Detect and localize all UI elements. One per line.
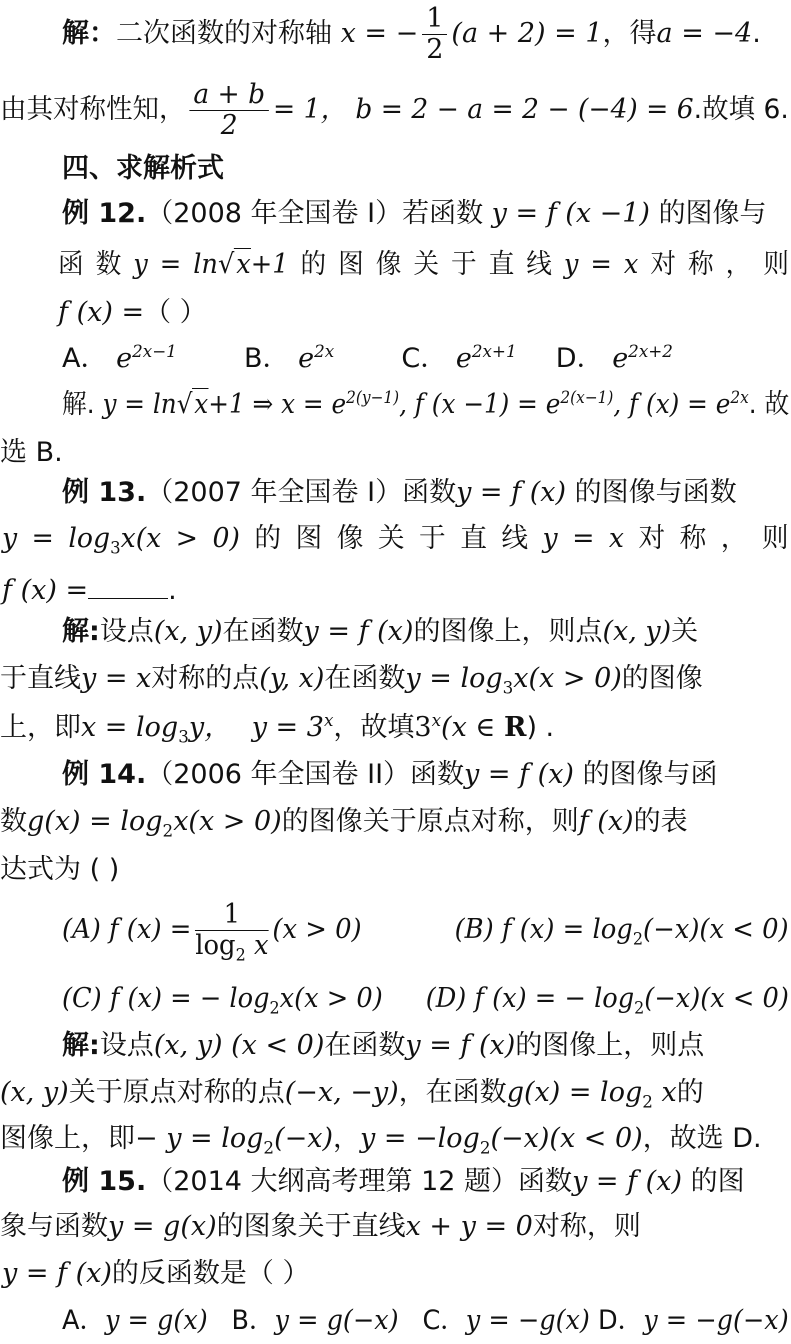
solution-label: 解： <box>62 18 116 49</box>
ex14-line-3: 达式为 ( ) <box>0 854 120 885</box>
option-c: (C) f (x) = − $\log_2x(x > 0)$ <box>62 983 383 1018</box>
option-a: A．y = g(x) <box>62 1305 208 1336</box>
text: .故填 6. <box>693 94 789 125</box>
text: ，得 <box>602 18 657 49</box>
ex13-line-3: f (x) = . <box>2 572 177 608</box>
formula: f (x) = <box>58 297 145 328</box>
ex15-options <box>62 1304 789 1338</box>
ex12-solution-1: 解. y = ln√x+1 ⇒ $x = e^{2(y-1)}$, f $(x -1) = e^{2(x-1)}$, f $(x) = e^{2x}$. 故 <box>62 387 790 420</box>
option-d: D．y = −g(−x) <box>598 1305 789 1336</box>
source: （2008 年全国卷 I）若函数 <box>146 198 484 229</box>
option-d: (D) f (x) = − $\log_2(-x)(x < 0)$ <box>425 983 789 1018</box>
text: 函 数 <box>58 249 122 280</box>
option-b: B． $e^{2x}$ <box>244 341 335 374</box>
ex13-solution-2: 于直线y = x对称的点(y, x)在函数$y = \log_3x(x > 0)$的图像 <box>0 663 703 698</box>
example-label: 例 12. <box>62 198 147 229</box>
ex15-line-2: 象与函数y = g(x)的图象关于直线x + y = 0对称，则 <box>0 1211 641 1242</box>
ex15-line-1: 例 15.（2014 大纲高考理第 12 题）函数y = f (x) 的图 <box>62 1166 745 1197</box>
text: 的 图 像 关 于 直 线 <box>300 249 552 280</box>
line-1 <box>62 4 761 65</box>
example-label: 例 13. <box>62 477 147 508</box>
ex12-options <box>62 342 673 376</box>
ex12-line-2: 函 数 y = ln√x+1 的 图 像 关 于 直 线 y = x 对 称 ， 则 <box>58 249 789 280</box>
option-b: B．y = g(−x) <box>231 1305 399 1336</box>
answer-blank <box>88 572 168 599</box>
ex15-line-3: y = f (x)的反函数是（ ） <box>2 1258 310 1289</box>
formula: y = ln <box>133 249 218 280</box>
fraction: $\frac{1}{\log_2 x}$ <box>195 899 269 965</box>
ex13-solution-3: 上，即$x = \log_3y$， $y = 3^x$，故填3$^x$(x ∈ R) . <box>0 710 555 747</box>
ex14-line-2: 数$g(x) = \log_2x(x > 0)$的图像关于原点对称，则f (x)的表 <box>0 806 688 841</box>
formula: = 1， <box>272 94 347 125</box>
formula: b = 2 − a = 2 − (−4) = 6 <box>355 94 694 125</box>
solution-label: 解: <box>62 616 100 647</box>
option-a: (A) f (x) = $\frac{1}{\log_2 x}$ (x > 0) <box>62 899 362 965</box>
ex14-solution-1: 解:设点(x, y) (x < 0)在函数y = f (x)的图像上，则点 <box>62 1030 705 1061</box>
fraction: $\frac{1}{2}$ <box>422 4 447 65</box>
option-c: C． $e^{2x+1}$ <box>401 341 517 374</box>
ex14-options-ab <box>62 899 789 965</box>
fraction: $\frac{a + b}{2}$ <box>189 80 269 141</box>
solution-label: 解. <box>62 389 95 420</box>
text: 的图像与 <box>658 198 767 229</box>
text: . <box>752 18 761 49</box>
formula: x = − <box>340 18 419 49</box>
ex13-solution-1: 解:设点(x, y)在函数y = f (x)的图像上，则点(x, y)关 <box>62 616 699 647</box>
formula: (a + 2) = 1 <box>451 18 603 49</box>
formula: y = x <box>563 249 639 280</box>
example-label: 例 15. <box>62 1166 147 1197</box>
option-b: (B) f $(x) = \log_2(-x)(x < 0)$ <box>454 914 789 949</box>
ex14-solution-2: (x, y)关于原点对称的点(−x, −y)，在函数$g(x) = \log_2 x$的 <box>0 1077 704 1112</box>
radicand: x <box>236 249 251 280</box>
formula: +1 <box>250 249 289 280</box>
answer-parens: （ ） <box>144 297 207 328</box>
ex14-line-1: 例 14.（2006 年全国卷 II）函数y = f (x) 的图像与函 <box>62 759 718 790</box>
option-d: D． $e^{2x+2}$ <box>555 341 673 374</box>
section-title: 四、求解析式 <box>62 153 224 184</box>
text: 对 称 ， 则 <box>650 249 789 280</box>
ex13-line-2: $y = \log_3x(x > 0)$ 的 图 像 关 于 直 线 y = x 对 称 ， 则 <box>2 523 789 558</box>
ex12-line-1 <box>62 197 767 231</box>
formula: a = −4 <box>656 18 753 49</box>
option-c: C．y = −g(x) <box>422 1305 590 1336</box>
text: 二次函数的对称轴 <box>116 18 332 49</box>
ex14-solution-3: 图像上，即− $y = \log_2(-x)$，$y = -\log_2(-x)(x < 0)$，故选 D. <box>0 1123 762 1158</box>
ex12-solution-2: 选 B. <box>0 437 63 468</box>
ex12-line-3 <box>58 296 207 330</box>
ex13-line-1: 例 13.（2007 年全国卷 I）函数y = f (x) 的图像与函数 <box>62 477 737 508</box>
formula: y = f (x −1) <box>491 198 650 229</box>
example-label: 例 14. <box>62 759 147 790</box>
option-a: A． $e^{2x-1}$ <box>62 341 177 374</box>
ex14-options-cd <box>62 982 789 1016</box>
text: 由其对称性知， <box>0 94 186 125</box>
solution-label: 解: <box>62 1030 100 1061</box>
line-2 <box>0 80 789 141</box>
